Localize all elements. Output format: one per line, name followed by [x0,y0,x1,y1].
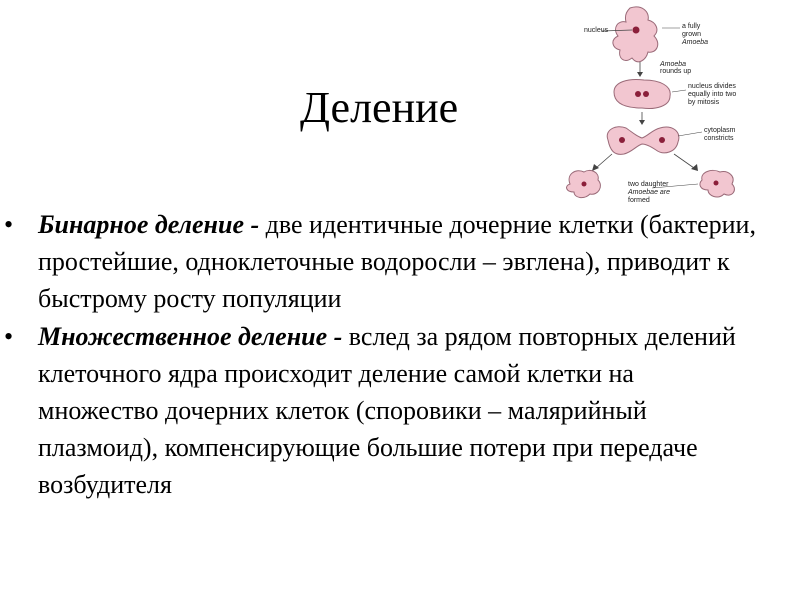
label-equally-into-two: equally into two [688,91,737,98]
label-nucleus: nucleus [584,27,609,34]
amoeba-division-diagram [552,0,770,210]
label-two-daughter: two daughter [628,181,669,188]
bullet-text: вслед за рядом повторных делений клеточного ядра происходит деление самой клетки на множество дочерних клеток (споровики – малярийный плазмоид), компенсирующие большие потери при передаче возбудителя [38,322,736,499]
nucleus-2b [643,91,649,97]
label-nucleus-divides: nucleus divides [688,83,736,90]
label-a-fully: a fully [682,23,701,30]
nucleus-3b [659,137,665,143]
label-amoebae-are: Amoebae are [628,189,671,196]
bullet-multiple-division [0,318,760,503]
amoeba-division-figure [552,0,770,210]
label-amoeba: Amoeba [682,39,709,46]
bullet-marker: • [4,210,14,239]
nucleus-2a [635,91,641,97]
amoeba-cell-1 [613,7,658,62]
label-amoeba-2: Amoeba [660,61,687,68]
amoeba-cell-3 [607,127,679,155]
bullet-text: две идентичные дочерние клетки (бактерии, простейшие, одноклеточные водоросли – эвглена), приводит к быстрому росту популяции [38,210,756,313]
nucleus-daughter-left [582,182,587,187]
bullet-term: Бинарное деление - [38,210,260,239]
bullet-list [0,206,760,504]
amoeba-cell-2 [614,80,670,109]
label-rounds-up: rounds up [660,68,692,75]
bullet-marker: • [4,322,14,351]
label-cytoplasm: cytoplasm [704,127,736,134]
nucleus-1 [633,27,640,34]
bullet-binary-division [0,206,760,317]
label-constricts: constricts [704,135,734,142]
nucleus-daughter-right [714,181,719,186]
nucleus-3a [619,137,625,143]
slide-title: Деление [300,83,459,132]
label-grown: grown [682,31,702,38]
bullet-term: Множественное деление - [38,322,343,351]
label-formed: formed [628,197,650,204]
label-by-mitosis: by mitosis [688,99,720,106]
